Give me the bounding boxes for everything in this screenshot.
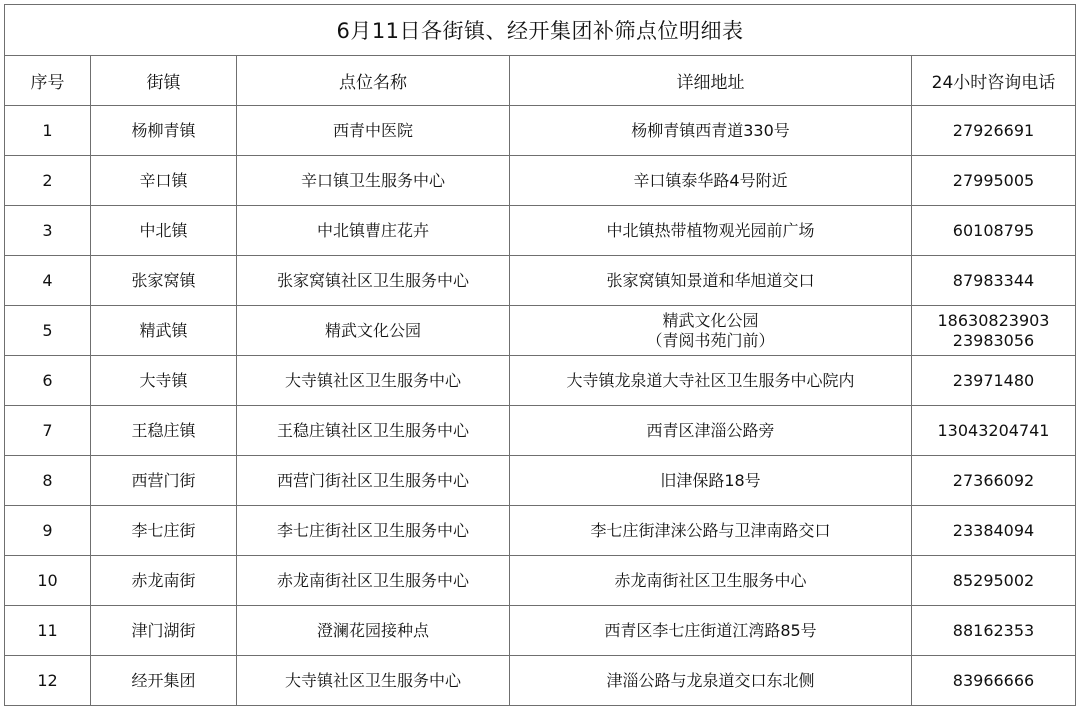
cell-phone-line: 18630823903 <box>937 310 1050 330</box>
cell-index: 7 <box>5 406 91 456</box>
table-row <box>5 406 1076 456</box>
cell-phone <box>912 356 1076 406</box>
cell-town: 中北镇 <box>91 206 237 256</box>
cell-phone <box>912 306 1076 356</box>
title-row <box>5 5 1076 56</box>
cell-address-line: 赤龙南街社区卫生服务中心 <box>614 570 807 590</box>
cell-town: 赤龙南街 <box>91 556 237 606</box>
cell-phone <box>912 456 1076 506</box>
cell-site: 西青中医院 <box>237 106 510 156</box>
cell-phone-line: 85295002 <box>952 570 1035 590</box>
cell-phone <box>912 656 1076 706</box>
cell-site: 张家窝镇社区卫生服务中心 <box>237 256 510 306</box>
cell-address <box>510 156 912 206</box>
cell-address-line: 西青区李七庄街道江湾路85号 <box>604 620 817 640</box>
cell-address-line: 中北镇热带植物观光园前广场 <box>606 220 815 240</box>
cell-address <box>510 456 912 506</box>
cell-town: 大寺镇 <box>91 356 237 406</box>
cell-site: 王稳庄镇社区卫生服务中心 <box>237 406 510 456</box>
cell-index: 9 <box>5 506 91 556</box>
cell-town: 精武镇 <box>91 306 237 356</box>
cell-address <box>510 606 912 656</box>
cell-phone <box>912 256 1076 306</box>
cell-phone-line: 87983344 <box>952 270 1035 290</box>
table-row <box>5 106 1076 156</box>
cell-town: 辛口镇 <box>91 156 237 206</box>
cell-phone <box>912 156 1076 206</box>
table-row <box>5 556 1076 606</box>
cell-address-line: 西青区津淄公路旁 <box>646 420 775 440</box>
cell-site: 辛口镇卫生服务中心 <box>237 156 510 206</box>
cell-address <box>510 506 912 556</box>
cell-address-line: 辛口镇泰华路4号附近 <box>633 170 788 190</box>
cell-town: 李七庄街 <box>91 506 237 556</box>
header-town: 街镇 <box>91 56 237 106</box>
cell-phone <box>912 406 1076 456</box>
cell-town: 津门湖街 <box>91 606 237 656</box>
cell-index: 2 <box>5 156 91 206</box>
cell-address <box>510 356 912 406</box>
cell-phone-line: 13043204741 <box>937 420 1050 440</box>
cell-index: 5 <box>5 306 91 356</box>
cell-site: 李七庄街社区卫生服务中心 <box>237 506 510 556</box>
cell-phone-line: 23983056 <box>952 330 1035 350</box>
cell-index: 6 <box>5 356 91 406</box>
cell-index: 11 <box>5 606 91 656</box>
cell-phone <box>912 506 1076 556</box>
cell-site: 赤龙南街社区卫生服务中心 <box>237 556 510 606</box>
cell-phone-line: 27366092 <box>952 470 1035 490</box>
cell-phone-line: 88162353 <box>952 620 1035 640</box>
cell-address-line: 精武文化公园 <box>662 310 759 330</box>
cell-phone-line: 23384094 <box>952 520 1035 540</box>
table-row <box>5 156 1076 206</box>
cell-phone-line: 23971480 <box>952 370 1035 390</box>
cell-address-line: 张家窝镇知景道和华旭道交口 <box>606 270 815 290</box>
cell-address-line: 李七庄街津涞公路与卫津南路交口 <box>590 520 831 540</box>
cell-site: 西营门街社区卫生服务中心 <box>237 456 510 506</box>
cell-town: 张家窝镇 <box>91 256 237 306</box>
cell-phone-line: 83966666 <box>952 670 1035 690</box>
cell-phone <box>912 556 1076 606</box>
cell-address <box>510 306 912 356</box>
cell-phone <box>912 606 1076 656</box>
cell-site: 大寺镇社区卫生服务中心 <box>237 356 510 406</box>
screening-sites-table <box>4 4 1076 706</box>
cell-site: 澄澜花园接种点 <box>237 606 510 656</box>
header-site: 点位名称 <box>237 56 510 106</box>
cell-site: 精武文化公园 <box>237 306 510 356</box>
cell-town: 经开集团 <box>91 656 237 706</box>
cell-address <box>510 106 912 156</box>
header-index: 序号 <box>5 56 91 106</box>
cell-address-line: 杨柳青镇西青道330号 <box>631 120 790 140</box>
header-address: 详细地址 <box>510 56 912 106</box>
cell-address-line: 旧津保路18号 <box>660 470 761 490</box>
table-row <box>5 206 1076 256</box>
cell-town: 王稳庄镇 <box>91 406 237 456</box>
header-row <box>5 56 1076 106</box>
table-row <box>5 456 1076 506</box>
cell-phone <box>912 206 1076 256</box>
cell-town: 西营门街 <box>91 456 237 506</box>
cell-town: 杨柳青镇 <box>91 106 237 156</box>
cell-address <box>510 656 912 706</box>
header-phone: 24小时咨询电话 <box>912 56 1076 106</box>
cell-address <box>510 406 912 456</box>
cell-address-line: （青阅书苑门前） <box>646 330 775 350</box>
cell-index: 3 <box>5 206 91 256</box>
table-row <box>5 656 1076 706</box>
cell-index: 12 <box>5 656 91 706</box>
cell-phone-line: 27995005 <box>952 170 1035 190</box>
cell-address <box>510 256 912 306</box>
cell-phone-line: 27926691 <box>952 120 1035 140</box>
cell-address <box>510 206 912 256</box>
cell-site: 中北镇曹庄花卉 <box>237 206 510 256</box>
table-row <box>5 356 1076 406</box>
table-title: 6月11日各街镇、经开集团补筛点位明细表 <box>5 5 1076 56</box>
cell-phone-line: 60108795 <box>952 220 1035 240</box>
cell-address-line: 津淄公路与龙泉道交口东北侧 <box>606 670 815 690</box>
cell-site: 大寺镇社区卫生服务中心 <box>237 656 510 706</box>
cell-phone <box>912 106 1076 156</box>
cell-index: 10 <box>5 556 91 606</box>
cell-index: 1 <box>5 106 91 156</box>
cell-address <box>510 556 912 606</box>
table-row <box>5 256 1076 306</box>
table-row <box>5 306 1076 356</box>
table-row <box>5 506 1076 556</box>
table-row <box>5 606 1076 656</box>
cell-index: 4 <box>5 256 91 306</box>
cell-address-line: 大寺镇龙泉道大寺社区卫生服务中心院内 <box>566 370 855 390</box>
cell-index: 8 <box>5 456 91 506</box>
